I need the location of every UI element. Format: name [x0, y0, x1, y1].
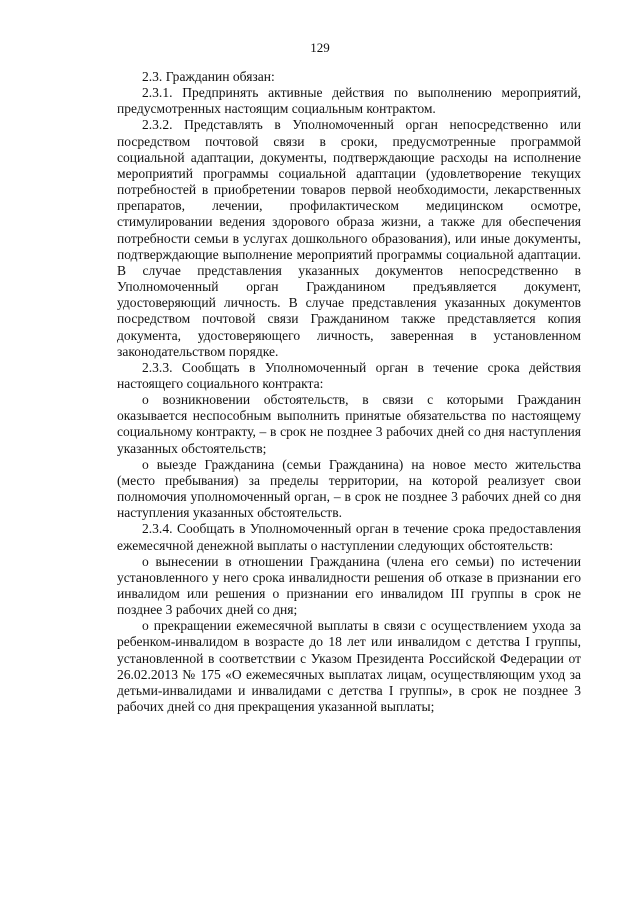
clause-2-3-3: 2.3.3. Сообщать в Уполномоченный орган в течение срока действия настоящего социального контракта: [117, 359, 581, 391]
section-heading-2-3: 2.3. Гражданин обязан: [142, 69, 275, 84]
clause-2-3-4: 2.3.4. Сообщать в Уполномоченный орган в течение срока предоставления ежемесячной денежной выплаты о наступлении следующих обстоятельств: [117, 521, 581, 553]
clause-2-3-1: 2.3.1. Предпринять активные действия по выполнению мероприятий, предусмотренных настоящим социальным контрактом. [117, 85, 581, 117]
clause-2-3-4-item-1: о вынесении в отношении Гражданина (члена его семьи) по истечении установленного у него срока инвалидности решения об отказе в признании его инвалидом или решения о признании его инвалидом III группы в срок не позднее 3 рабочих дней со дня; [117, 553, 581, 618]
clause-2-3-2: 2.3.2. Представлять в Уполномоченный орган непосредственно или посредством почтовой связи в сроки, предусмотренные программой социальной адаптации, документы, подтверждающие расходы на исполнение мероприятий программы социальной адаптации (удовлетворение текущих потребностей в приобретении товаров первой необходимости, лекарственных препаратов, лечении, профилактическом медицинском осмотре, стимулировании ведения здорового образа жизни, а также для обеспечения потребности семьи в услугах дошкольного образования), или иные документы, подтверждающие выполнение мероприятий программы социальной адаптации. В случае представления указанных документов непосредственно в Уполномоченный орган Гражданином предъявляется документ, удостоверяющий личность. В случае представления указанных документов посредством почтовой связи Гражданином также представляется копия документа, удостоверяющего личность, заверенная в установленном законодательством порядке. [117, 117, 581, 359]
page-number: 129 [310, 40, 330, 55]
clause-2-3-3-item-1: о возникновении обстоятельств, в связи с которыми Гражданин оказывается неспособным выполнить принятые обязательства по настоящему социальному контракту, – в срок не позднее 3 рабочих дней со дня наступления указанных обстоятельств; [117, 392, 581, 456]
clause-2-3-3-item-2: о выезде Гражданина (семьи Гражданина) на новое место жительства (место пребывания) за пределы территории, на которой реализует свои полномочия уполномоченный орган, – в срок не позднее 3 рабочих дней со дня наступления указанных обстоятельств. [117, 456, 581, 521]
document-body [117, 69, 581, 715]
clause-2-3-4-item-2: о прекращении ежемесячной выплаты в связи с осуществлением ухода за ребенком-инвалидом в возрасте до 18 лет или инвалидом с детства I группы, установленной в соответствии с Указом Президента Российской Федерации от 26.02.2013 № 175 «О ежемесячных выплатах лицам, осуществляющим уход за детьми-инвалидами и инвалидами с детства I группы», в срок не позднее 3 рабочих дней со дня прекращения указанной выплаты; [117, 618, 581, 715]
